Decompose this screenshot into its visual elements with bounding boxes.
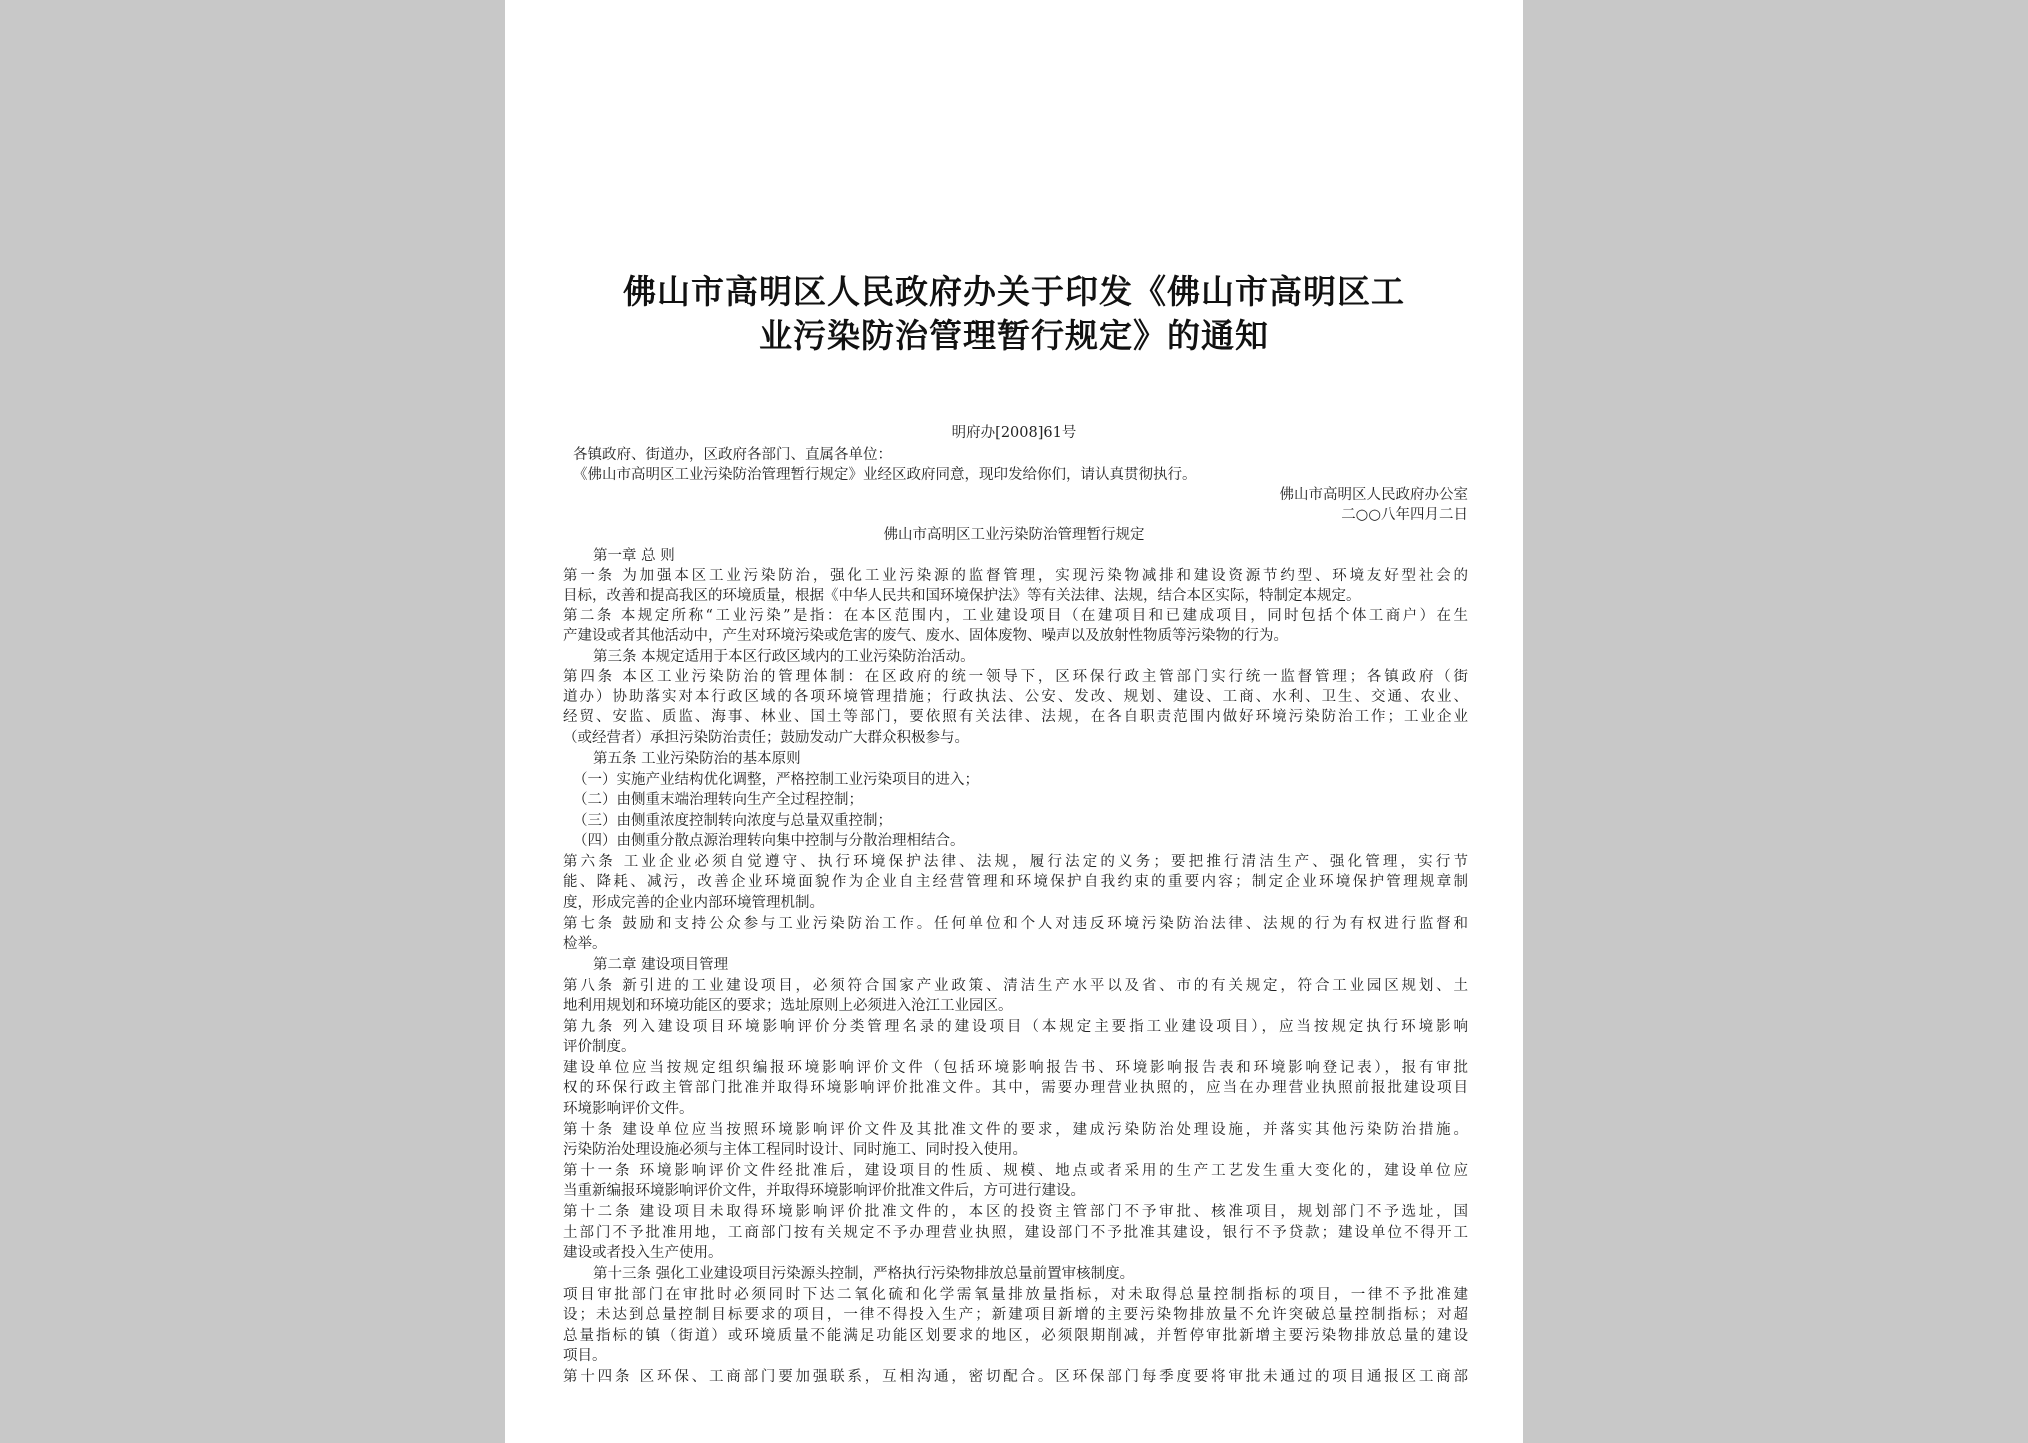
body-line: 总量指标的镇（街道）或环境质量不能满足功能区划要求的地区，必须限期削减，并暂停审批新增主要污染物排放总量的建设 (563, 1328, 1468, 1344)
body-line: 第三条 本规定适用于本区行政区域内的工业污染防治活动。 (593, 649, 975, 665)
intro-text: 《佛山市高明区工业污染防治管理暂行规定》业经区政府同意，现印发给你们，请认真贯彻执行。 (573, 467, 1197, 483)
body-line: 第二条 本规定所称“工业污染”是指：在本区范围内，工业建设项目（在建项目和已建成项目，同时包括个体工商户）在生 (563, 608, 1468, 624)
chapter-heading: 第二章 建设项目管理 (593, 957, 729, 973)
body-line: 建设单位应当按规定组织编报环境影响评价文件（包括环境影响报告书、环境影响报告表和环境影响登记表），报有审批 (563, 1060, 1468, 1076)
body-line: 度，形成完善的企业内部环境管理机制。 (563, 895, 824, 911)
body-line: 土部门不予批准用地，工商部门按有关规定不予办理营业执照，建设部门不予批准其建设，银行不予贷款；建设单位不得开工 (563, 1225, 1468, 1241)
body-line: 第五条 工业污染防治的基本原则 (593, 751, 801, 767)
issue-date: 二○○八年四月二日 (1341, 507, 1468, 523)
chapter-heading: 第一章 总 则 (593, 548, 675, 564)
body-line: 项目。 (563, 1348, 607, 1364)
body-line: 第十四条 区环保、工商部门要加强联系，互相沟通，密切配合。区环保部门每季度要将审批未通过的项目通报区工商部 (563, 1369, 1468, 1385)
body-line: 第七条 鼓励和支持公众参与工业污染防治工作。任何单位和个人对违反环境污染防治法律、法规的行为有权进行监督和 (563, 916, 1468, 932)
body-line: 环境影响评价文件。 (563, 1101, 694, 1117)
document-title (505, 270, 1523, 358)
body-line: 第一条 为加强本区工业污染防治，强化工业污染源的监督管理，实现污染物减排和建设资源节约型、环境友好型社会的 (563, 568, 1468, 584)
body-line: 能、降耗、减污，改善企业环境面貌作为企业自主经营管理和环境保护自我约束的重要内容；制定企业环境保护管理规章制 (563, 874, 1468, 890)
doc-number: 明府办[2008]61号 (951, 425, 1077, 441)
body-line: 第十一条 环境影响评价文件经批准后，建设项目的性质、规模、地点或者采用的生产工艺发生重大变化的，建设单位应 (563, 1163, 1468, 1179)
body-line: 地利用规划和环境功能区的要求；选址原则上必须进入沧江工业园区。 (563, 998, 1013, 1014)
body-line: 污染防治处理设施必须与主体工程同时设计、同时施工、同时投入使用。 (563, 1142, 1027, 1158)
body-line: 产建设或者其他活动中，产生对环境污染或危害的废气、废水、固体废物、噪声以及放射性物质等污染物的行为。 (563, 628, 1288, 644)
body-line: 权的环保行政主管部门批准并取得环境影响评价批准文件。其中，需要办理营业执照的，应当在办理营业执照前报批建设项目 (563, 1080, 1468, 1096)
body-line: 当重新编报环境影响评价文件，并取得环境影响评价批准文件后，方可进行建设。 (563, 1183, 1085, 1199)
body-line: （一）实施产业结构优化调整，严格控制工业污染项目的进入； (573, 772, 979, 788)
body-line: 第十三条 强化工业建设项目污染源头控制，严格执行污染物排放总量前置审核制度。 (593, 1266, 1135, 1282)
title-line-1: 佛山市高明区人民政府办关于印发《佛山市高明区工 (623, 272, 1405, 311)
recipients: 各镇政府、街道办，区政府各部门、直属各单位： (573, 447, 892, 463)
body-line: 检举。 (563, 936, 607, 952)
body-line: （或经营者）承担污染防治责任；鼓励发动广大群众积极参与。 (563, 730, 969, 746)
body-line: 第六条 工业企业必须自觉遵守、执行环境保护法律、法规，履行法定的义务；要把推行清洁生产、强化管理，实行节 (563, 854, 1468, 870)
body-line: （二）由侧重末端治理转向生产全过程控制； (573, 792, 863, 808)
body-line: 道办）协助落实对本行政区域的各项环境管理措施；行政执法、公安、发改、规划、建设、工商、水利、卫生、交通、农业、 (563, 689, 1468, 705)
body-line: 设；未达到总量控制目标要求的项目，一律不得投入生产；新建项目新增的主要污染物排放量不允许突破总量控制指标；对超 (563, 1307, 1468, 1323)
regulation-title: 佛山市高明区工业污染防治管理暂行规定 (883, 527, 1145, 543)
issuer: 佛山市高明区人民政府办公室 (1279, 487, 1468, 503)
body-line: 第八条 新引进的工业建设项目，必须符合国家产业政策、清洁生产水平以及省、市的有关规定，符合工业园区规划、土 (563, 978, 1468, 994)
body-line: 项目审批部门在审批时必须同时下达二氧化硫和化学需氧量排放量指标，对未取得总量控制指标的项目，一律不予批准建 (563, 1287, 1468, 1303)
body-line: 第十条 建设单位应当按照环境影响评价文件及其批准文件的要求，建成污染防治处理设施，并落实其他污染防治措施。 (563, 1122, 1468, 1138)
body-line: 第九条 列入建设项目环境影响评价分类管理名录的建设项目（本规定主要指工业建设项目），应当按规定执行环境影响 (563, 1019, 1468, 1035)
body-line: 建设或者投入生产使用。 (563, 1245, 723, 1261)
body-line: 经贸、安监、质监、海事、林业、国土等部门，要依照有关法律、法规，在各自职责范围内做好环境污染防治工作；工业企业 (563, 709, 1468, 725)
body-line: 评价制度。 (563, 1039, 636, 1055)
body-line: 目标，改善和提高我区的环境质量，根据《中华人民共和国环境保护法》等有关法律、法规，结合本区实际，特制定本规定。 (563, 588, 1361, 604)
body-line: 第十二条 建设项目未取得环境影响评价批准文件的，本区的投资主管部门不予审批、核准项目，规划部门不予选址，国 (563, 1204, 1468, 1220)
body-line: 第四条 本区工业污染防治的管理体制：在区政府的统一领导下，区环保行政主管部门实行统一监督管理；各镇政府（街 (563, 669, 1468, 685)
document-page (505, 0, 1523, 1443)
title-line-2: 业污染防治管理暂行规定》的通知 (759, 316, 1269, 355)
body-line: （三）由侧重浓度控制转向浓度与总量双重控制； (573, 813, 892, 829)
body-line: （四）由侧重分散点源治理转向集中控制与分散治理相结合。 (573, 833, 965, 849)
